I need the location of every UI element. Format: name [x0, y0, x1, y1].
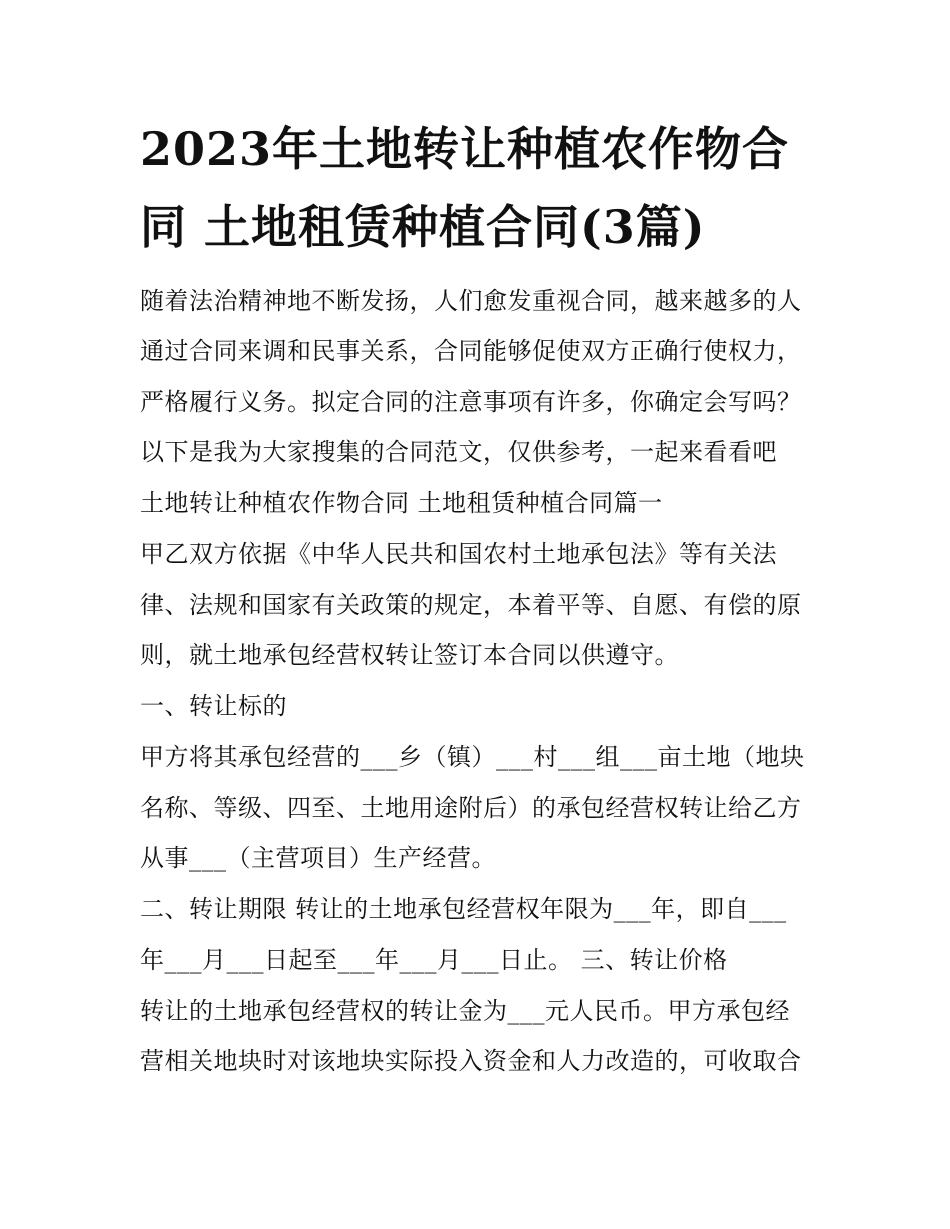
body-line: 年___月___日起至___年___月___日止。 三、转让价格 — [140, 946, 728, 974]
clause-heading: 一、转让标的 — [140, 692, 287, 720]
body-line: 甲方将其承包经营的___乡（镇）___村___组___亩土地（地块 — [140, 743, 805, 771]
body-line: 转让的土地承包经营权的转让金为___元人民币。甲方承包经 — [140, 997, 790, 1025]
title-line-1: 2023年土地转让种植农作物合 — [140, 122, 790, 176]
body-line: 律、法规和国家有关政策的规定，本着平等、自愿、有偿的原 — [140, 591, 802, 619]
section-heading: 土地转让种植农作物合同 土地租赁种植合同篇一 — [140, 489, 663, 517]
body-line: 以下是我为大家搜集的合同范文，仅供参考，一起来看看吧 — [140, 438, 777, 466]
body-line: 则，就土地承包经营权转让签订本合同以供遵守。 — [140, 641, 679, 669]
body-line: 二、转让期限 转让的土地承包经营权年限为___年，即自___ — [140, 895, 787, 923]
body-line: 从事___（主营项目）生产经营。 — [140, 844, 496, 872]
document-title — [140, 110, 830, 266]
body-line: 甲乙双方依据《中华人民共和国农村土地承包法》等有关法 — [140, 540, 777, 568]
body-line: 通过合同来调和民事关系，合同能够促使双方正确行使权力， — [140, 337, 802, 365]
body-line: 名称、等级、四至、土地用途附后）的承包经营权转让给乙方 — [140, 794, 802, 822]
body-line: 严格履行义务。拟定合同的注意事项有许多，你确定会写吗？ — [140, 388, 802, 416]
body-line: 营相关地块时对该地块实际投入资金和人力改造的，可收取合 — [140, 1047, 802, 1075]
title-line-2: 同 土地租赁种植合同(3篇) — [140, 200, 706, 254]
body-line: 随着法治精神地不断发扬，人们愈发重视合同，越来越多的人 — [140, 287, 802, 315]
